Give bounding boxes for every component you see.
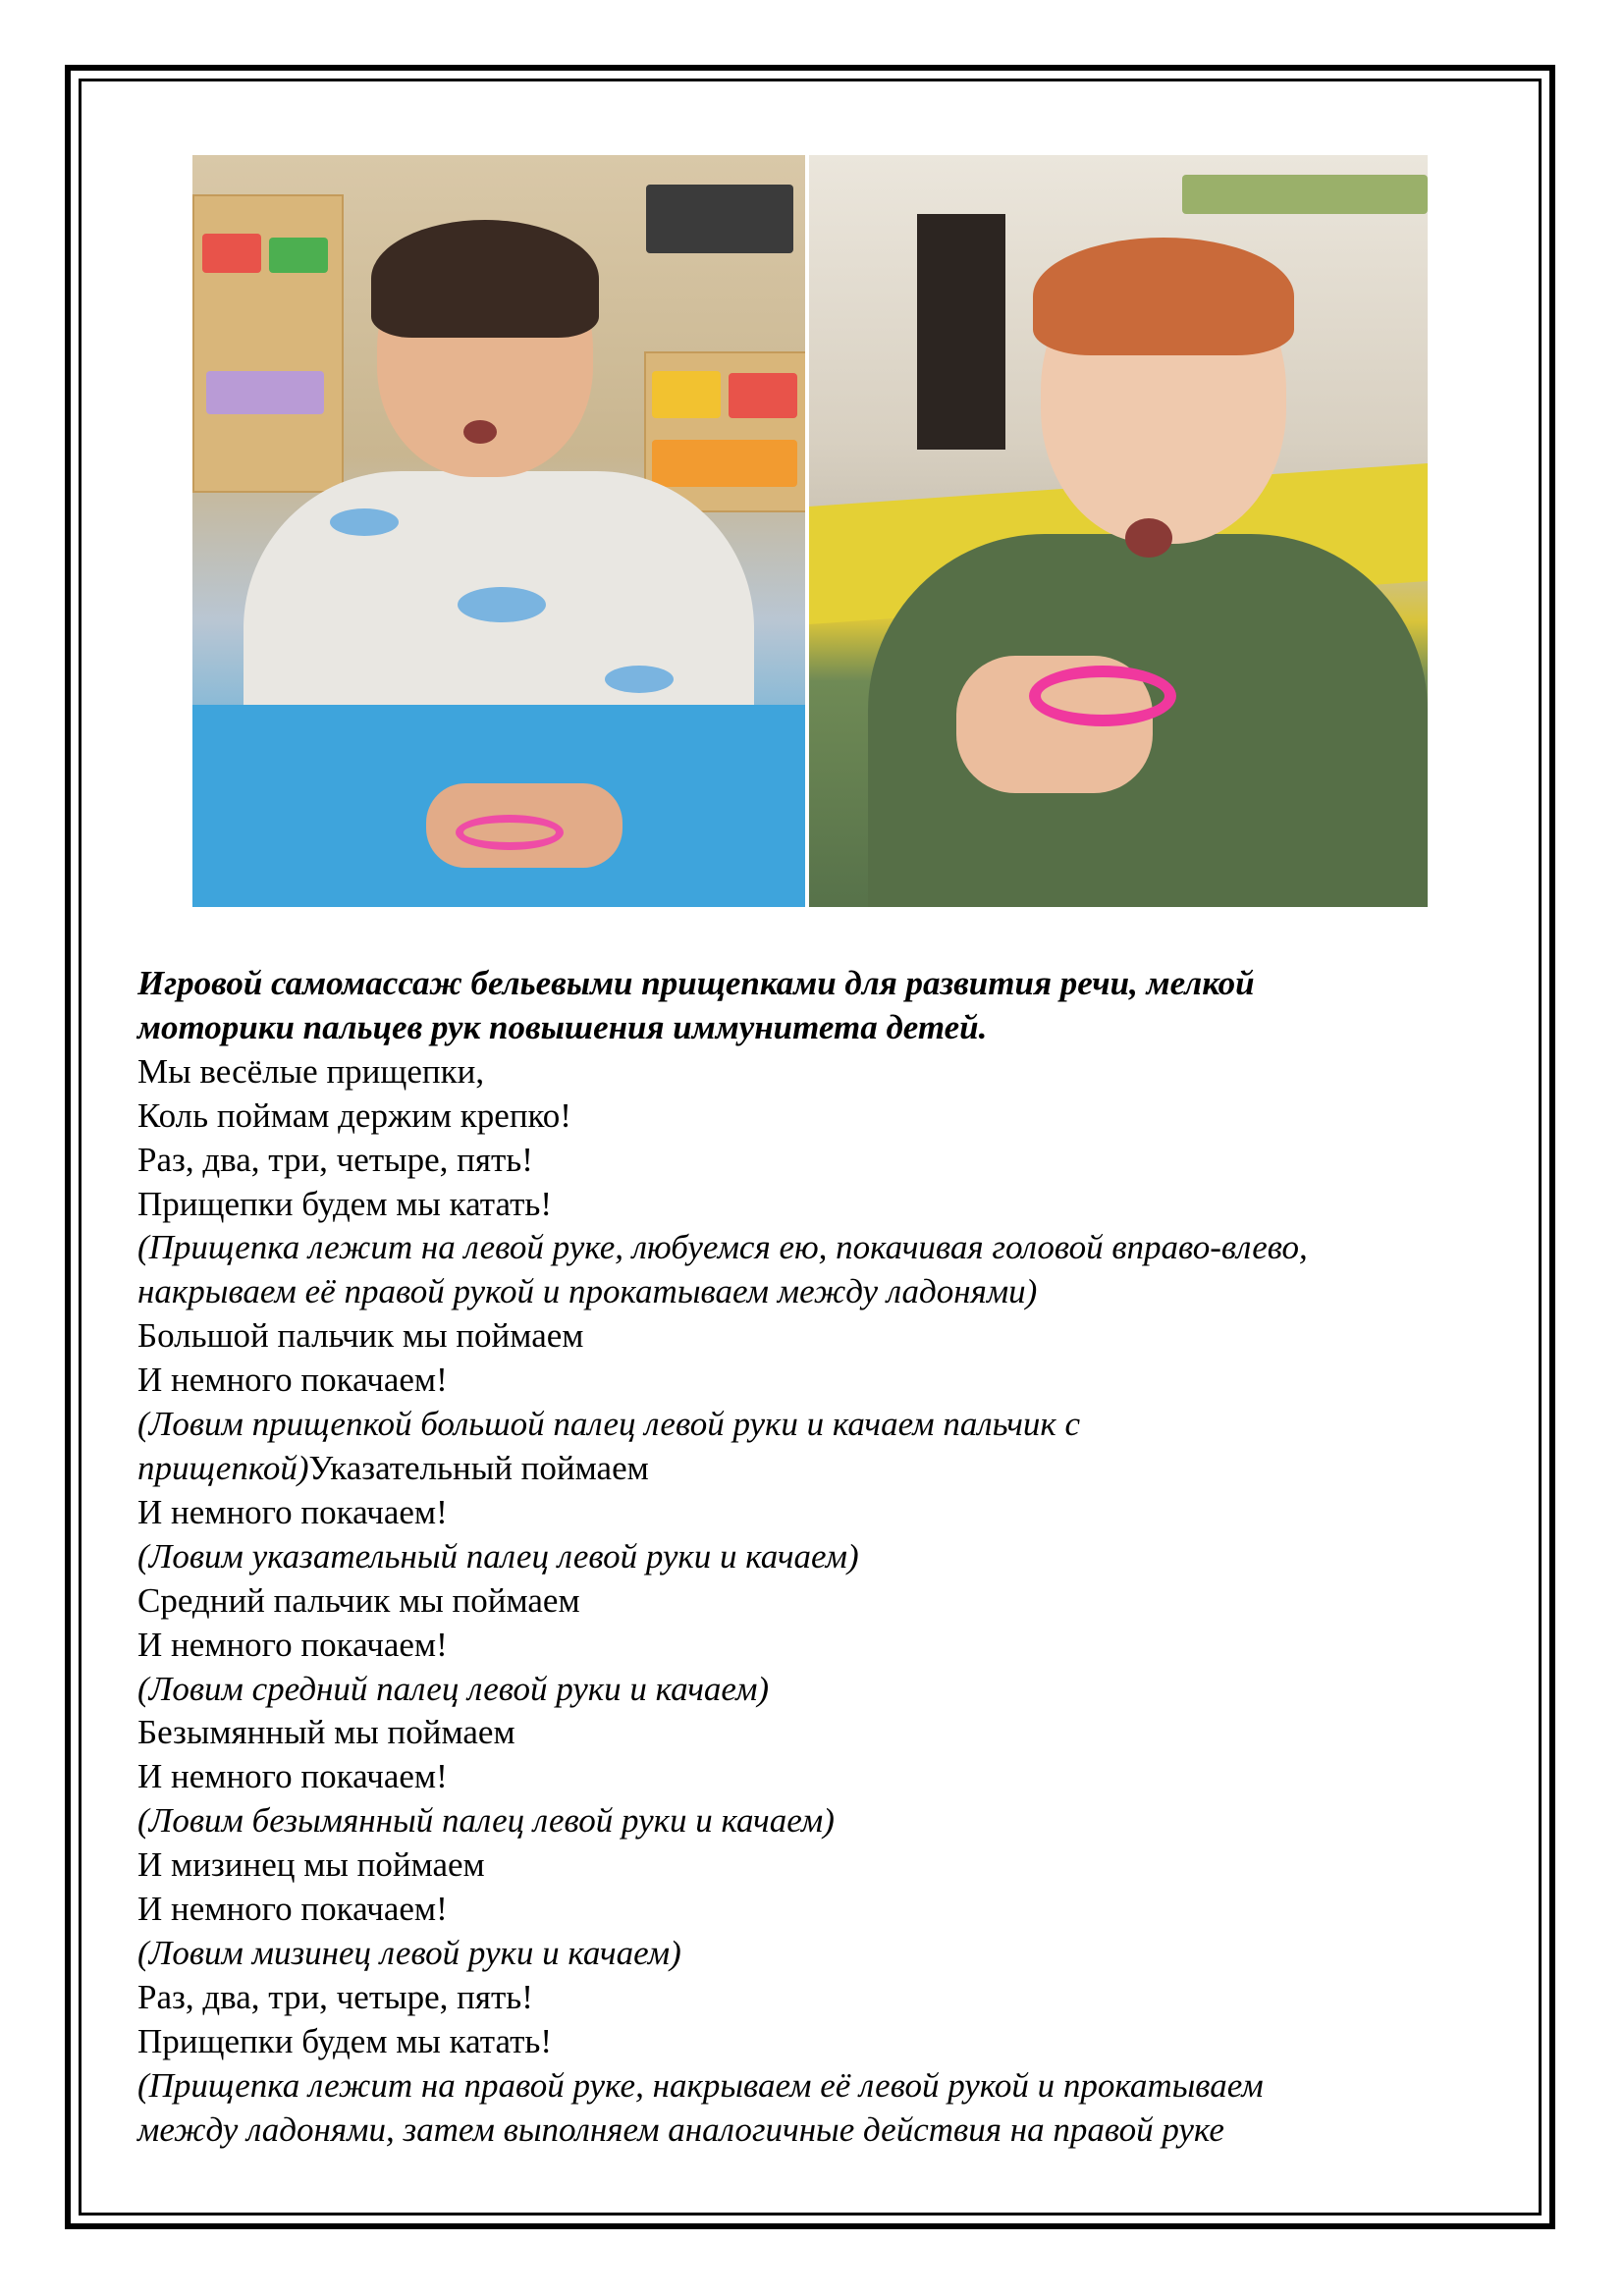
child-mouth [1125, 518, 1172, 558]
doorway [917, 214, 1005, 450]
instruction-note: (Ловим безымянный палец левой руки и качаем) [137, 1801, 835, 1841]
verse-line: И немного покачаем! [137, 1361, 448, 1400]
photo-child-left [192, 155, 805, 907]
instruction-note: (Ловим прищепкой большой палец левой руки и качаем пальчик с [137, 1405, 1081, 1444]
wall-tv [646, 185, 793, 253]
verse-line: Прищепки будем мы катать! [137, 1184, 552, 1223]
photo-child-right [809, 155, 1428, 907]
child-hair [1033, 238, 1294, 355]
verse-line: Средний пальчик мы поймаем [137, 1580, 580, 1620]
wall-decor [1182, 175, 1428, 214]
verse-line: И немного покачаем! [137, 1625, 448, 1664]
verse-line: И мизинец мы поймаем [137, 1845, 485, 1885]
child-hair [371, 220, 599, 338]
photo-row [192, 155, 1428, 907]
verse-line: Мы весёлые прищепки, [137, 1051, 485, 1091]
verse-line: Безымянный мы поймаем [137, 1713, 515, 1752]
pink-clothespin-ring [456, 815, 564, 850]
instruction-note: (Ловим указательный палец левой руки и качаем) [137, 1536, 859, 1575]
dolphin-print [458, 587, 546, 622]
verse-line: И немного покачаем! [137, 1890, 448, 1929]
verse-line: Прищепки будем мы катать! [137, 2021, 552, 2060]
instruction-note: (Прищепка лежит на левой руке, любуемся ею, покачивая головой вправо-влево, [137, 1228, 1308, 1267]
instruction-note: между ладонями, затем выполняем аналогичные действия на правой руке [137, 2109, 1224, 2149]
toy-box [206, 371, 324, 414]
document-title-line: моторики пальцев рук повышения иммунитета детей. [137, 1007, 988, 1046]
verse-line: Указательный поймаем [308, 1448, 649, 1487]
document-body [137, 962, 1492, 2152]
dolphin-print [605, 666, 674, 693]
verse-line: Раз, два, три, четыре, пять! [137, 1977, 533, 2016]
verse-line: И немного покачаем! [137, 1757, 448, 1796]
child-mouth [463, 420, 497, 444]
toy-box [269, 238, 328, 273]
toy-box [652, 371, 721, 418]
toy-box [202, 234, 261, 273]
mixed-line [137, 1447, 1492, 1491]
instruction-note: (Ловим средний палец левой руки и качаем) [137, 1669, 770, 1708]
verse-line: Коль поймам держим крепко! [137, 1095, 571, 1135]
document-title-line: Игровой самомассаж бельевыми прищепками для развития речи, мелкой [137, 964, 1255, 1002]
toy-box [652, 440, 797, 487]
instruction-note: (Ловим мизинец левой руки и качаем) [137, 1933, 681, 1972]
dolphin-print [330, 508, 399, 536]
instruction-note: прищепкой) [137, 1448, 309, 1487]
verse-line: Большой пальчик мы поймаем [137, 1316, 584, 1356]
verse-line: Раз, два, три, четыре, пять! [137, 1140, 533, 1179]
verse-line: И немного покачаем! [137, 1492, 448, 1531]
toy-box [729, 373, 797, 418]
pink-clothespin-ring [1029, 666, 1176, 726]
instruction-note: (Прищепка лежит на правой руке, накрываем её левой рукой и прокатываем [137, 2065, 1264, 2105]
instruction-note: накрываем её правой рукой и прокатываем между ладонями) [137, 1272, 1038, 1311]
